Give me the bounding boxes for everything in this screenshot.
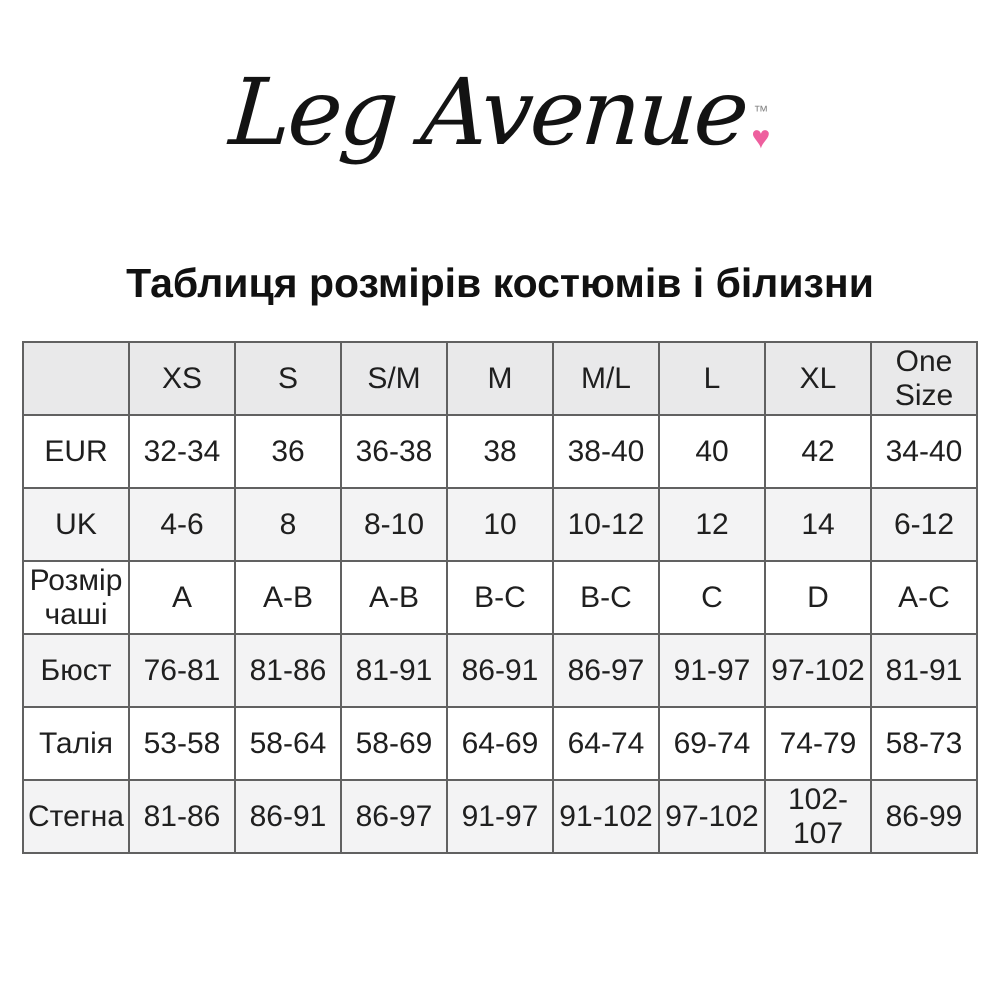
- table-row: [23, 561, 977, 634]
- value-cell: A: [129, 561, 235, 634]
- size-table-container: [0, 341, 1000, 854]
- row-label-cell: UK: [23, 488, 129, 561]
- value-cell: 74-79: [765, 707, 871, 780]
- brand-logo-marks: [751, 104, 770, 153]
- row-label-cell: EUR: [23, 415, 129, 488]
- value-cell: 81-86: [235, 634, 341, 707]
- value-cell: 69-74: [659, 707, 765, 780]
- value-cell: 58-64: [235, 707, 341, 780]
- value-cell: 86-97: [341, 780, 447, 853]
- value-cell: A-B: [341, 561, 447, 634]
- value-cell: B-C: [447, 561, 553, 634]
- size-table-body: [23, 415, 977, 853]
- value-cell: 91-97: [447, 780, 553, 853]
- row-label-cell: Стегна: [23, 780, 129, 853]
- header-cell: M: [447, 342, 553, 415]
- header-cell: S/M: [341, 342, 447, 415]
- header-row: [23, 342, 977, 415]
- brand-logo: [0, 0, 1000, 198]
- value-cell: 4-6: [129, 488, 235, 561]
- value-cell: 10: [447, 488, 553, 561]
- value-cell: A-C: [871, 561, 977, 634]
- header-cell: XL: [765, 342, 871, 415]
- value-cell: B-C: [553, 561, 659, 634]
- value-cell: 58-73: [871, 707, 977, 780]
- value-cell: 76-81: [129, 634, 235, 707]
- value-cell: 64-74: [553, 707, 659, 780]
- value-cell: 86-99: [871, 780, 977, 853]
- page-title: Таблиця розмірів костюмів і білизни: [126, 260, 874, 306]
- value-cell: 97-102: [659, 780, 765, 853]
- value-cell: 86-91: [447, 634, 553, 707]
- header-cell-empty: [23, 342, 129, 415]
- value-cell: 8-10: [341, 488, 447, 561]
- table-row: [23, 634, 977, 707]
- value-cell: 38: [447, 415, 553, 488]
- value-cell: D: [765, 561, 871, 634]
- row-label-cell: Бюст: [23, 634, 129, 707]
- row-label-cell: Розмір чаші: [23, 561, 129, 634]
- header-cell: L: [659, 342, 765, 415]
- value-cell: 81-91: [871, 634, 977, 707]
- value-cell: 97-102: [765, 634, 871, 707]
- header-cell: One Size: [871, 342, 977, 415]
- value-cell: 6-12: [871, 488, 977, 561]
- value-cell: 34-40: [871, 415, 977, 488]
- trademark-symbol: ™: [753, 103, 769, 120]
- value-cell: 40: [659, 415, 765, 488]
- value-cell: 91-102: [553, 780, 659, 853]
- table-row: [23, 780, 977, 853]
- header-cell: XS: [129, 342, 235, 415]
- header-cell: M/L: [553, 342, 659, 415]
- value-cell: A-B: [235, 561, 341, 634]
- table-row: [23, 415, 977, 488]
- value-cell: 86-97: [553, 634, 659, 707]
- value-cell: 81-86: [129, 780, 235, 853]
- brand-logo-text: Leg Avenue: [225, 59, 750, 166]
- value-cell: 38-40: [553, 415, 659, 488]
- table-row: [23, 488, 977, 561]
- size-table-head: [23, 342, 977, 415]
- value-cell: 102-107: [765, 780, 871, 853]
- value-cell: 12: [659, 488, 765, 561]
- value-cell: 36: [235, 415, 341, 488]
- value-cell: 64-69: [447, 707, 553, 780]
- value-cell: 91-97: [659, 634, 765, 707]
- value-cell: 58-69: [341, 707, 447, 780]
- table-row: [23, 707, 977, 780]
- value-cell: 86-91: [235, 780, 341, 853]
- value-cell: 10-12: [553, 488, 659, 561]
- value-cell: C: [659, 561, 765, 634]
- heart-icon: ♥: [751, 119, 771, 155]
- value-cell: 8: [235, 488, 341, 561]
- value-cell: 53-58: [129, 707, 235, 780]
- value-cell: 32-34: [129, 415, 235, 488]
- value-cell: 36-38: [341, 415, 447, 488]
- size-table: [22, 341, 978, 854]
- value-cell: 81-91: [341, 634, 447, 707]
- value-cell: 14: [765, 488, 871, 561]
- value-cell: 42: [765, 415, 871, 488]
- header-cell: S: [235, 342, 341, 415]
- row-label-cell: Талія: [23, 707, 129, 780]
